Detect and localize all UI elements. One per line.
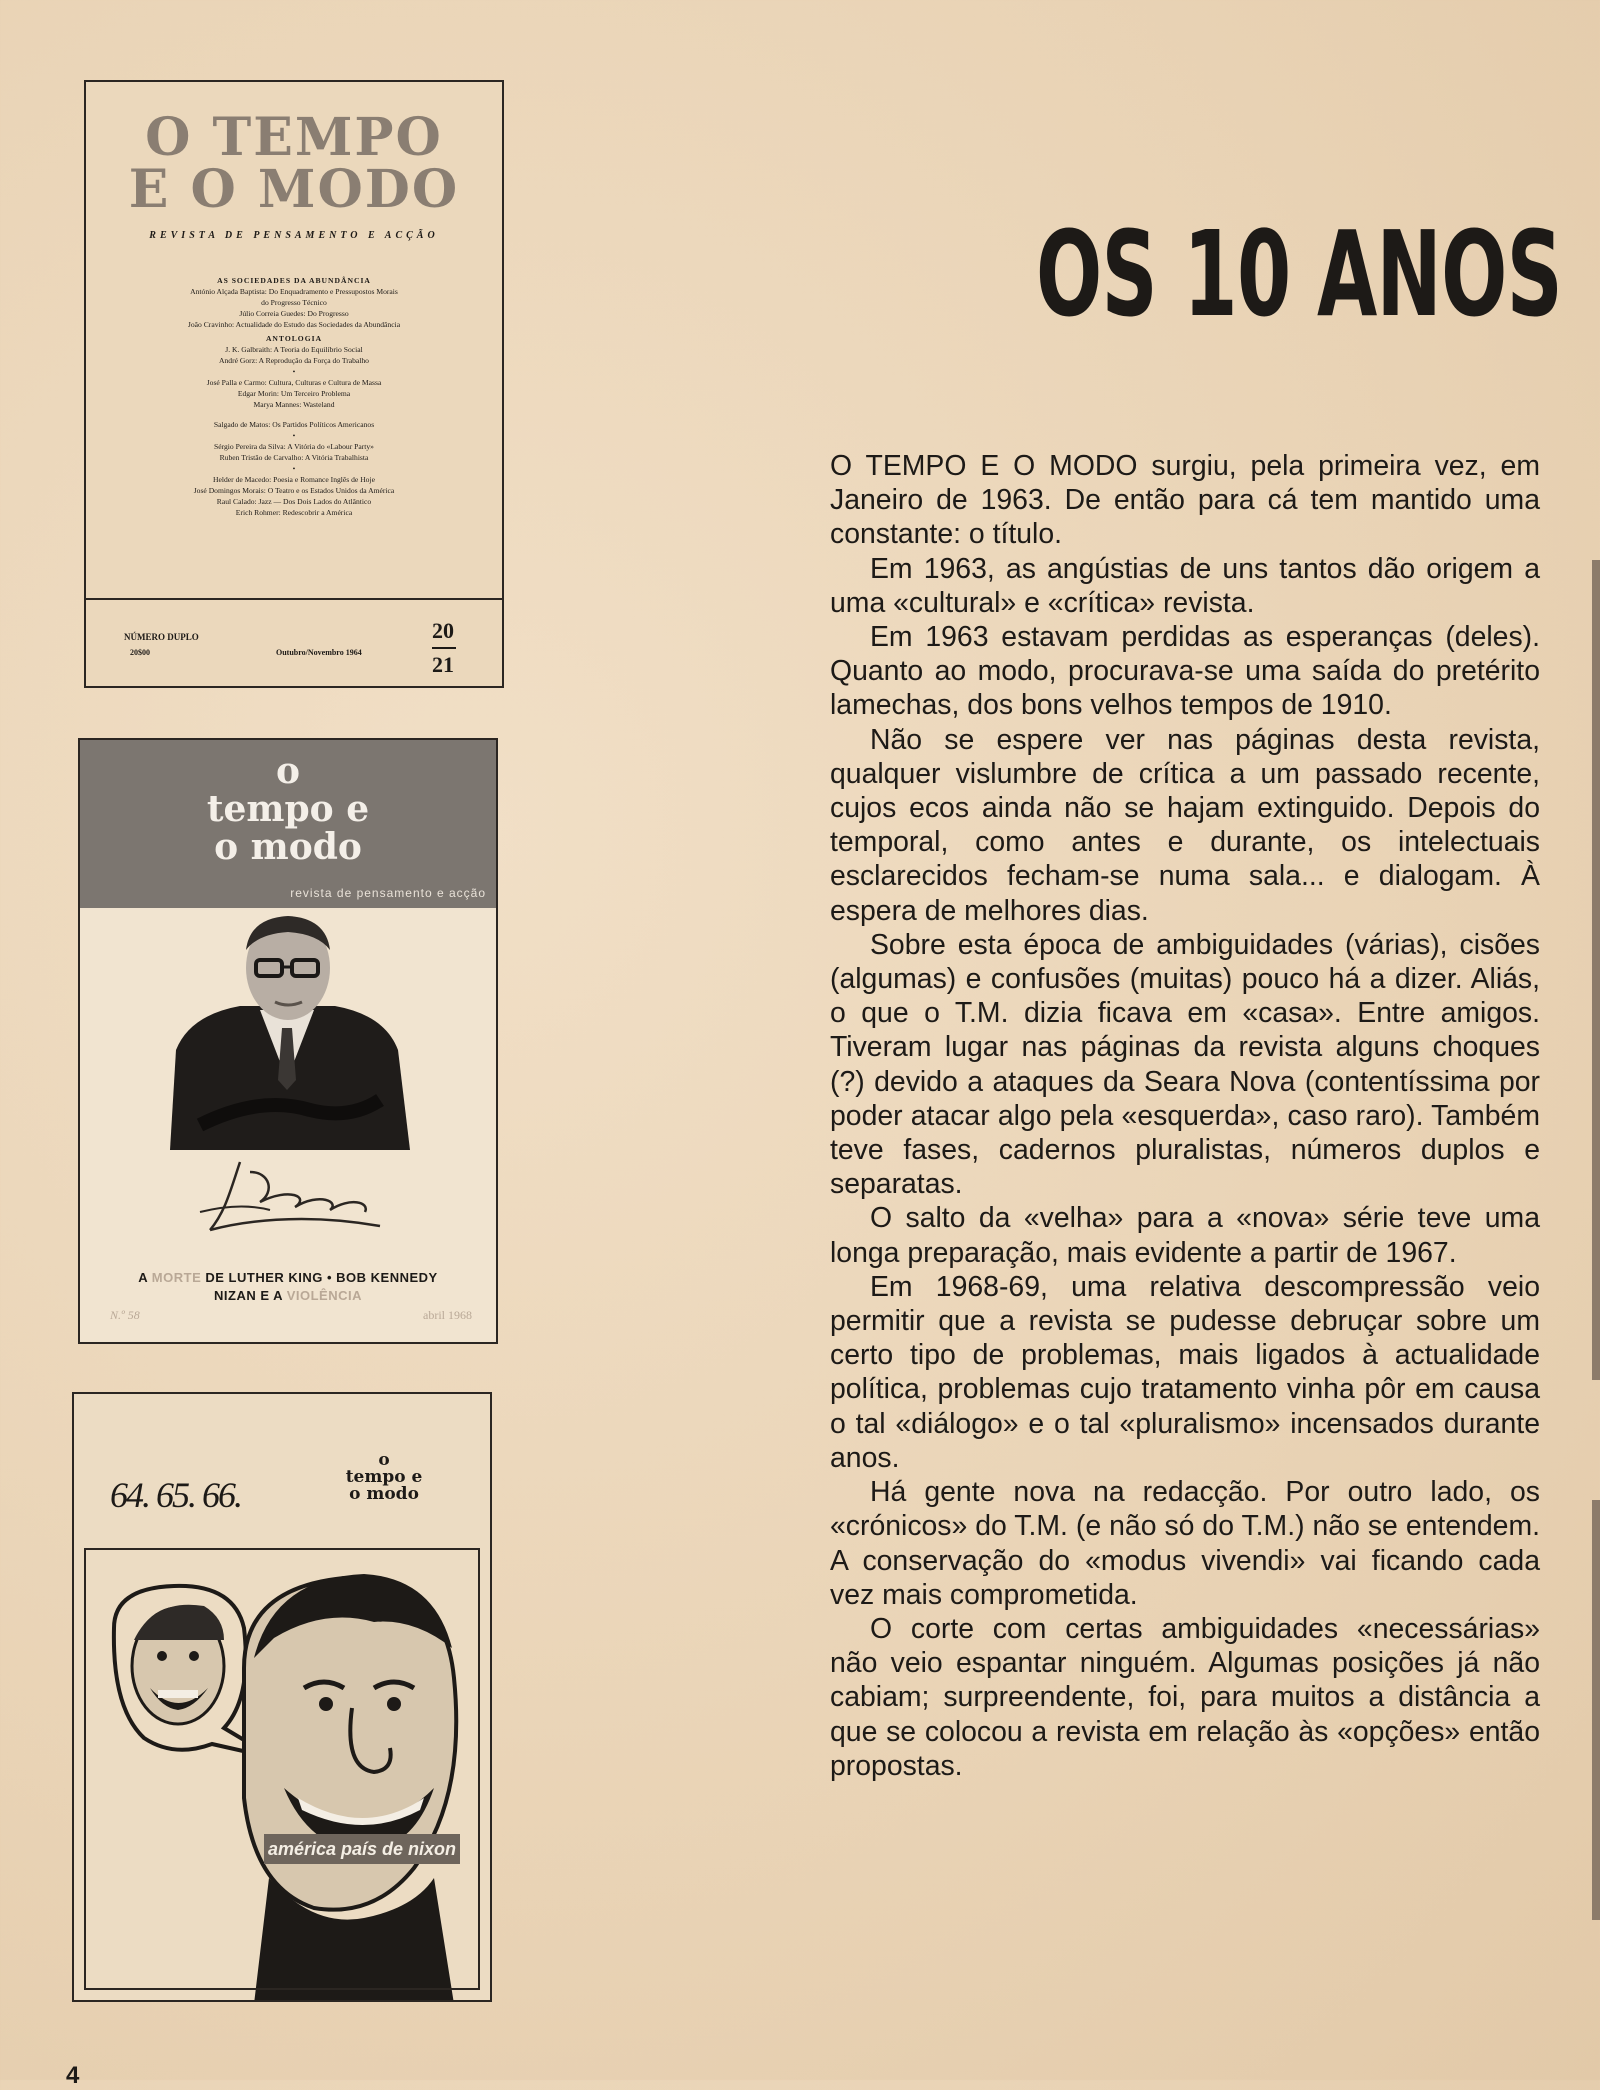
cover-title-line2: E O MODO — [128, 159, 460, 220]
cover-title-line1: o — [275, 750, 300, 792]
article-paragraph: Sobre esta época de ambiguidades (várias), cisões (algumas) e confusões (muitas) pouco há a dizer. Aliás, o que o T.M. dizia ficava em «casa». Entre amigos. Tiveram lugar nas páginas da revista alguns choques (?) devido a ataques da Seara Nova (contentíssima por poder atacar algo pela «esquerda», caso raro). Também teve fases, cadernos pluralistas, números duplos e separatas. — [830, 928, 1540, 1201]
cover-price: 20$00 — [130, 648, 150, 657]
cover-logo-line3: o modo — [349, 1484, 419, 1504]
page-binding-edge — [1592, 560, 1600, 1380]
cover-logo-line2: tempo e — [345, 1467, 423, 1487]
cover-title-line1: O TEMPO — [145, 107, 443, 168]
cover-title-line2: tempo e — [206, 788, 370, 830]
toc-line: do Progresso Técnico — [261, 298, 327, 307]
cover-logo — [314, 1452, 454, 1503]
cover-logo-line1: o — [378, 1450, 390, 1470]
caption-word-faded: MORTE — [151, 1270, 202, 1285]
toc-line: Ruben Tristão de Carvalho: A Vitória Trabalhista — [219, 453, 369, 462]
signature-graphic — [180, 1152, 410, 1238]
cover-title — [80, 752, 496, 866]
cover-issue-fraction-bar — [432, 647, 456, 649]
toc-heading: ANTOLOGIA — [265, 334, 323, 343]
cover-date: abril 1968 — [423, 1308, 472, 1322]
toc-line: António Alçada Baptista: Do Enquadramento e Pressupostos Morais — [190, 287, 398, 296]
toc-line: Marya Mannes: Wasteland — [253, 400, 335, 409]
toc-line: Júlio Correia Guedes: Do Progresso — [239, 309, 349, 318]
toc-line: • — [292, 464, 296, 473]
article-body — [830, 449, 1540, 1783]
cover-caption-line2 — [80, 1288, 496, 1303]
caption-word-faded: VIOLÊNCIA — [286, 1288, 362, 1303]
magazine-cover-1964 — [84, 80, 504, 688]
toc-spacer — [106, 410, 482, 419]
page-number: 4 — [66, 2062, 80, 2089]
article-paragraph: O salto da «velha» para a «nova» série teve uma longa preparação, mais evidente a partir de 1967. — [830, 1202, 1540, 1269]
portrait-photo — [80, 910, 498, 1150]
cover-issue-bottom: 21 — [432, 652, 454, 677]
cover-subtitle: REVISTA DE PENSAMENTO E ACÇÃO — [149, 230, 439, 241]
article-paragraph: O corte com certas ambiguidades «necessárias» não veio espantar ninguém. Algumas posições já não cabiam; surpreendente, foi, para muitos a distância a que se colocou a revista em relação às «opções» então propostas. — [830, 1612, 1540, 1782]
toc-heading: AS SOCIEDADES DA ABUNDÂNCIA — [217, 276, 371, 285]
magazine-cover-nixon — [72, 1392, 492, 2002]
cover-table-of-contents — [106, 272, 482, 518]
cover-years: 64. 65. 66. — [110, 1475, 241, 1515]
cover-banner: américa país de nixon — [264, 1834, 460, 1864]
toc-line: J. K. Galbraith: A Teoria do Equilíbrio Social — [225, 345, 363, 354]
toc-line: • — [292, 431, 296, 440]
toc-line: Salgado de Matos: Os Partidos Políticos Americanos — [213, 420, 375, 429]
cover-issue-number: N.º 58 — [110, 1308, 140, 1322]
toc-line: João Cravinho: Actualidade do Estudo das Sociedades da Abundância — [187, 320, 401, 329]
cover-header-band — [80, 740, 496, 908]
toc-line: Erich Rohmer: Redescobrir a América — [235, 508, 353, 517]
article-paragraph: Não se espere ver nas páginas desta revista, qualquer vislumbre de crítica a um passado recente, cujos ecos ainda não se hajam extinguido. Depois do temporal, como antes e durante, os intelectuais esclarecidos fecham-se numa sala... e dialogam. À espera de melhores dias. — [830, 723, 1540, 927]
cover-divider — [86, 598, 502, 600]
cover-number-label: NÚMERO DUPLO — [124, 632, 199, 642]
magazine-cover-1968 — [78, 738, 498, 1344]
caption-names: DE LUTHER KING • BOB KENNEDY — [205, 1270, 438, 1285]
article-paragraph: Há gente nova na redacção. Por outro lado, os «crónicos» do T.M. (e não só do T.M.) não se entendem. A conservação do «modus vivendi» vai ficando cada vez mais comprometida. — [830, 1476, 1540, 1611]
toc-line: Edgar Morin: Um Terceiro Problema — [237, 389, 351, 398]
toc-line: • — [292, 367, 296, 376]
toc-line: José Palla e Carmo: Cultura, Culturas e Cultura de Massa — [206, 378, 382, 387]
toc-line: André Gorz: A Reprodução da Força do Trabalho — [219, 356, 369, 365]
cover-subtitle: revista de pensamento e acção — [290, 886, 486, 900]
article-paragraph: Em 1963, as angústias de uns tantos dão origem a uma «cultural» e «crítica» revista. — [830, 552, 1540, 619]
cover-date: Outubro/Novembro 1964 — [276, 648, 362, 657]
caption-word: A — [138, 1270, 148, 1285]
page-binding-edge — [1592, 1500, 1600, 1920]
toc-line: Helder de Macedo: Poesia e Romance Inglês de Hoje — [213, 475, 375, 484]
toc-line: José Domingos Morais: O Teatro e os Estados Unidos da América — [193, 486, 395, 495]
article-paragraph: Em 1963 estavam perdidas as esperanças (deles). Quanto ao modo, procurava-se uma saída do pretérito lamechas, dos bons velhos tempos de 1910. — [830, 621, 1540, 722]
caption-words: NIZAN E A — [214, 1288, 283, 1303]
toc-line: Raul Calado: Jazz — Dos Dois Lados do Atlântico — [216, 497, 372, 506]
article-paragraph: O TEMPO E O MODO surgiu, pela primeira vez, em Janeiro de 1963. De então para cá tem mantido uma constante: o título. — [830, 450, 1540, 551]
article-paragraph: Em 1968-69, uma relativa descompressão veio permitir que a revista se pudesse debruçar sobre um certo tipo de problemas, mais ligados à actualidade política, problemas cujo tratamento vinha pôr em causa o tal «diálogo» e o tal «pluralismo» incensados durante anos. — [830, 1270, 1540, 1474]
cover-inner-frame — [84, 1548, 480, 1990]
cover-caption-line1 — [80, 1270, 496, 1285]
toc-line: Sérgio Pereira da Silva: A Vitória do «Labour Party» — [214, 442, 374, 451]
article-headline: OS 10 ANOS — [1036, 205, 1563, 343]
cover-issue-top: 20 — [432, 618, 454, 643]
cover-title — [86, 107, 502, 220]
cover-title-line3: o modo — [214, 826, 362, 868]
